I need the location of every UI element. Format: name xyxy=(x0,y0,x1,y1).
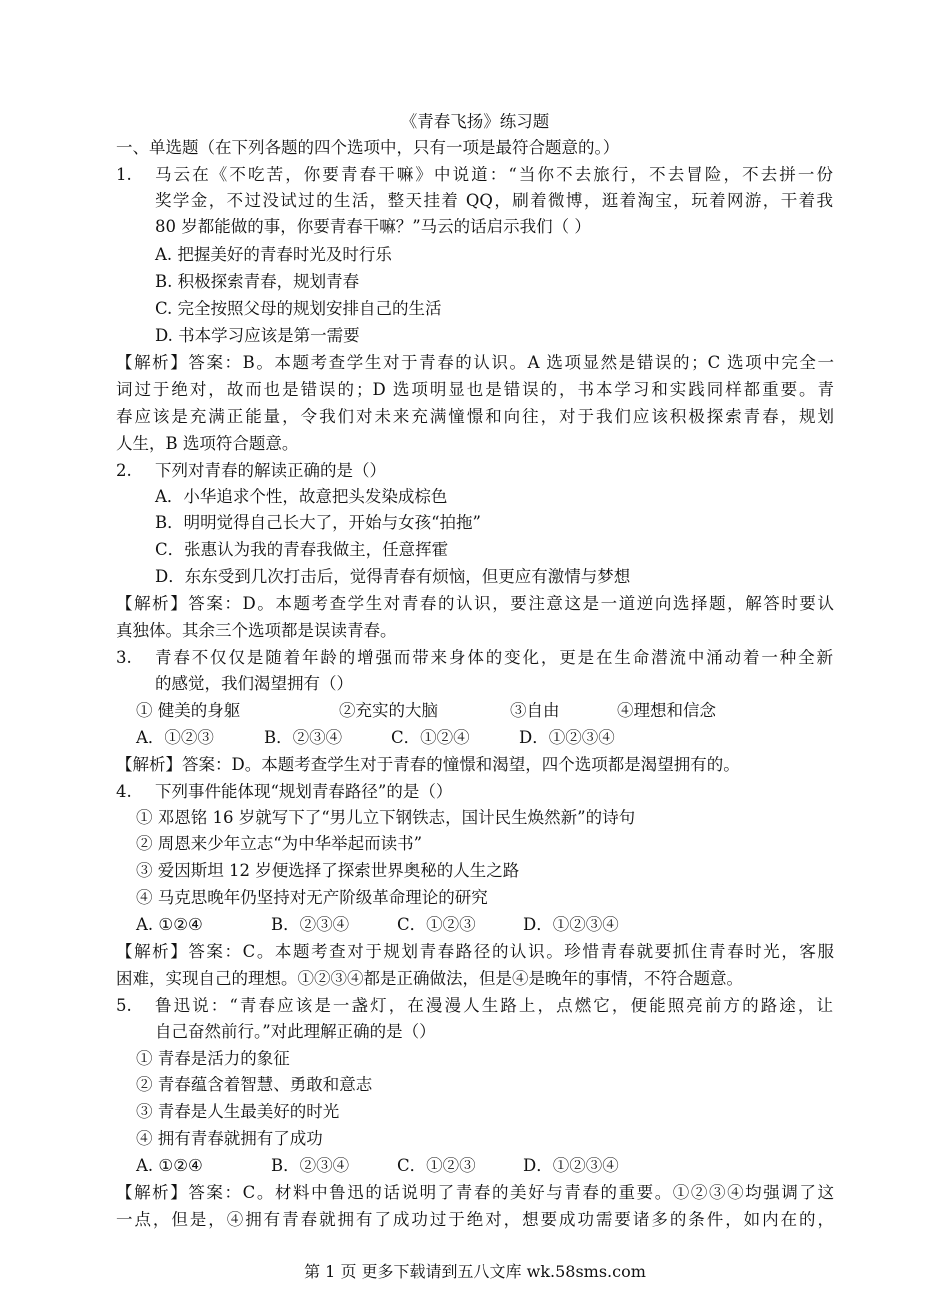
statement-item: ② 青春蕴含着智慧、勇敢和意志 xyxy=(136,1075,373,1094)
option: D. 书本学习应该是第一需要 xyxy=(155,326,360,345)
statement-item: ③自由 xyxy=(510,701,560,720)
option: C. 完全按照父母的规划安排自己的生活 xyxy=(155,299,442,318)
analysis-text: 真独体。其余三个选项都是误读青春。 xyxy=(116,621,397,640)
analysis-text: 【解析】答案：C。本题考查对于规划青春路径的认识。珍惜青春就要抓住青春时光，客服 xyxy=(116,942,834,961)
answer-choice: A. ①②④ xyxy=(136,915,203,934)
question-text: 奖学金，不过没试过的生活，整天挂着 QQ，刷着微博，逛着淘宝，玩着网游，干着我 xyxy=(155,191,833,210)
answer-choice: C．①②③ xyxy=(397,1156,476,1175)
question-text: 下列事件能体现“规划青春路径”的是（） xyxy=(155,782,453,801)
answer-choice: B．②③④ xyxy=(271,915,350,934)
question-text: 鲁迅说：“青春应该是一盏灯，在漫漫人生路上，点燃它，便能照亮前方的路途，让 xyxy=(155,996,833,1015)
question-number: 5. xyxy=(116,996,132,1015)
option: B．明明觉得自己长大了，开始与女孩“拍拖” xyxy=(155,513,481,532)
analysis-text: 人生，B 选项符合题意。 xyxy=(116,434,299,453)
page-footer: 第 1 页 更多下载请到五八文库 wk.58sms.com xyxy=(304,1262,646,1281)
option: A. 把握美好的青春时光及时行乐 xyxy=(155,245,392,264)
question-number: 2. xyxy=(116,461,132,480)
answer-choice: A. ①②④ xyxy=(136,1156,203,1175)
statement-item: ③ 青春是人生最美好的时光 xyxy=(136,1102,340,1121)
answer-choice: B．②③④ xyxy=(271,1156,350,1175)
option: B. 积极探索青春，规划青春 xyxy=(155,272,360,291)
statement-item: ① 青春是活力的象征 xyxy=(136,1049,290,1068)
question-text: 80 岁都能做的事，你要青春干嘛？”马云的话启示我们（ ） xyxy=(155,217,591,236)
document-title: 《青春飞扬》练习题 xyxy=(400,112,550,131)
question-number: 4. xyxy=(116,782,132,801)
question-text: 下列对青春的解读正确的是（） xyxy=(155,461,386,480)
statement-item: ④ 拥有青春就拥有了成功 xyxy=(136,1129,323,1148)
question-text: 的感觉，我们渴望拥有（） xyxy=(155,674,353,693)
analysis-text: 【解析】答案：D。本题考查学生对于青春的憧憬和渴望，四个选项都是渴望拥有的。 xyxy=(116,755,740,774)
question-text: 马云在《不吃苦，你要青春干嘛》中说道：“当你不去旅行，不去冒险，不去拼一份 xyxy=(155,165,833,184)
statement-item: ② 周恩来少年立志“为中华举起而读书” xyxy=(136,834,423,853)
analysis-text: 一点，但是，④拥有青春就拥有了成功过于绝对，想要成功需要诸多的条件，如内在的， xyxy=(116,1210,834,1229)
question-text: 青春不仅仅是随着年龄的增强而带来身体的变化，更是在生命潜流中涌动着一种全新 xyxy=(155,648,833,667)
answer-choice: D．①②③④ xyxy=(523,1156,619,1175)
statement-item: ②充实的大脑 xyxy=(339,701,438,720)
answer-choice: C．①②③ xyxy=(397,915,476,934)
section-heading: 一、单选题（在下列各题的四个选项中，只有一项是最符合题意的。） xyxy=(116,138,620,157)
question-number: 3. xyxy=(116,648,132,667)
statement-item: ① 邓恩铭 16 岁就写下了“男儿立下钢铁志，国计民生焕然新”的诗句 xyxy=(136,808,636,827)
answer-choice: D．①②③④ xyxy=(523,915,619,934)
answer-choice: C．①②④ xyxy=(391,728,470,747)
analysis-text: 【解析】答案：B。本题考查学生对于青春的认识。A 选项显然是错误的；C 选项中完全一 xyxy=(116,353,834,372)
answer-choice: A．①②③ xyxy=(136,728,214,747)
analysis-text: 春应该是充满正能量，令我们对未来充满憧憬和向往，对于我们应该积极探索青春，规划 xyxy=(116,407,834,426)
analysis-text: 词过于绝对，故而也是错误的；D 选项明显也是错误的，书本学习和实践同样都重要。青 xyxy=(116,380,834,399)
answer-choice: B．②③④ xyxy=(264,728,343,747)
question-text: 自己奋然前行。”对此理解正确的是（） xyxy=(155,1022,436,1041)
analysis-text: 【解析】答案：C。材料中鲁迅的话说明了青春的美好与青春的重要。①②③④均强调了这 xyxy=(116,1183,834,1202)
question-number: 1. xyxy=(116,165,132,184)
option: D．东东受到几次打击后，觉得青春有烦恼，但更应有激情与梦想 xyxy=(155,567,631,586)
option: A．小华追求个性，故意把头发染成棕色 xyxy=(155,487,448,506)
statement-item: ③ 爱因斯坦 12 岁便选择了探索世界奥秘的人生之路 xyxy=(136,861,520,880)
statement-item: ① 健美的身躯 xyxy=(136,701,241,720)
analysis-text: 困难，实现自己的理想。①②③④都是正确做法，但是④是晚年的事情，不符合题意。 xyxy=(116,969,743,988)
option: C．张惠认为我的青春我做主，任意挥霍 xyxy=(155,540,449,559)
analysis-text: 【解析】答案：D。本题考查学生对青春的认识，要注意这是一道逆向选择题，解答时要认 xyxy=(116,594,834,613)
answer-choice: D．①②③④ xyxy=(519,728,615,747)
statement-item: ④ 马克思晚年仍坚持对无产阶级革命理论的研究 xyxy=(136,888,488,907)
statement-item: ④理想和信念 xyxy=(617,701,716,720)
